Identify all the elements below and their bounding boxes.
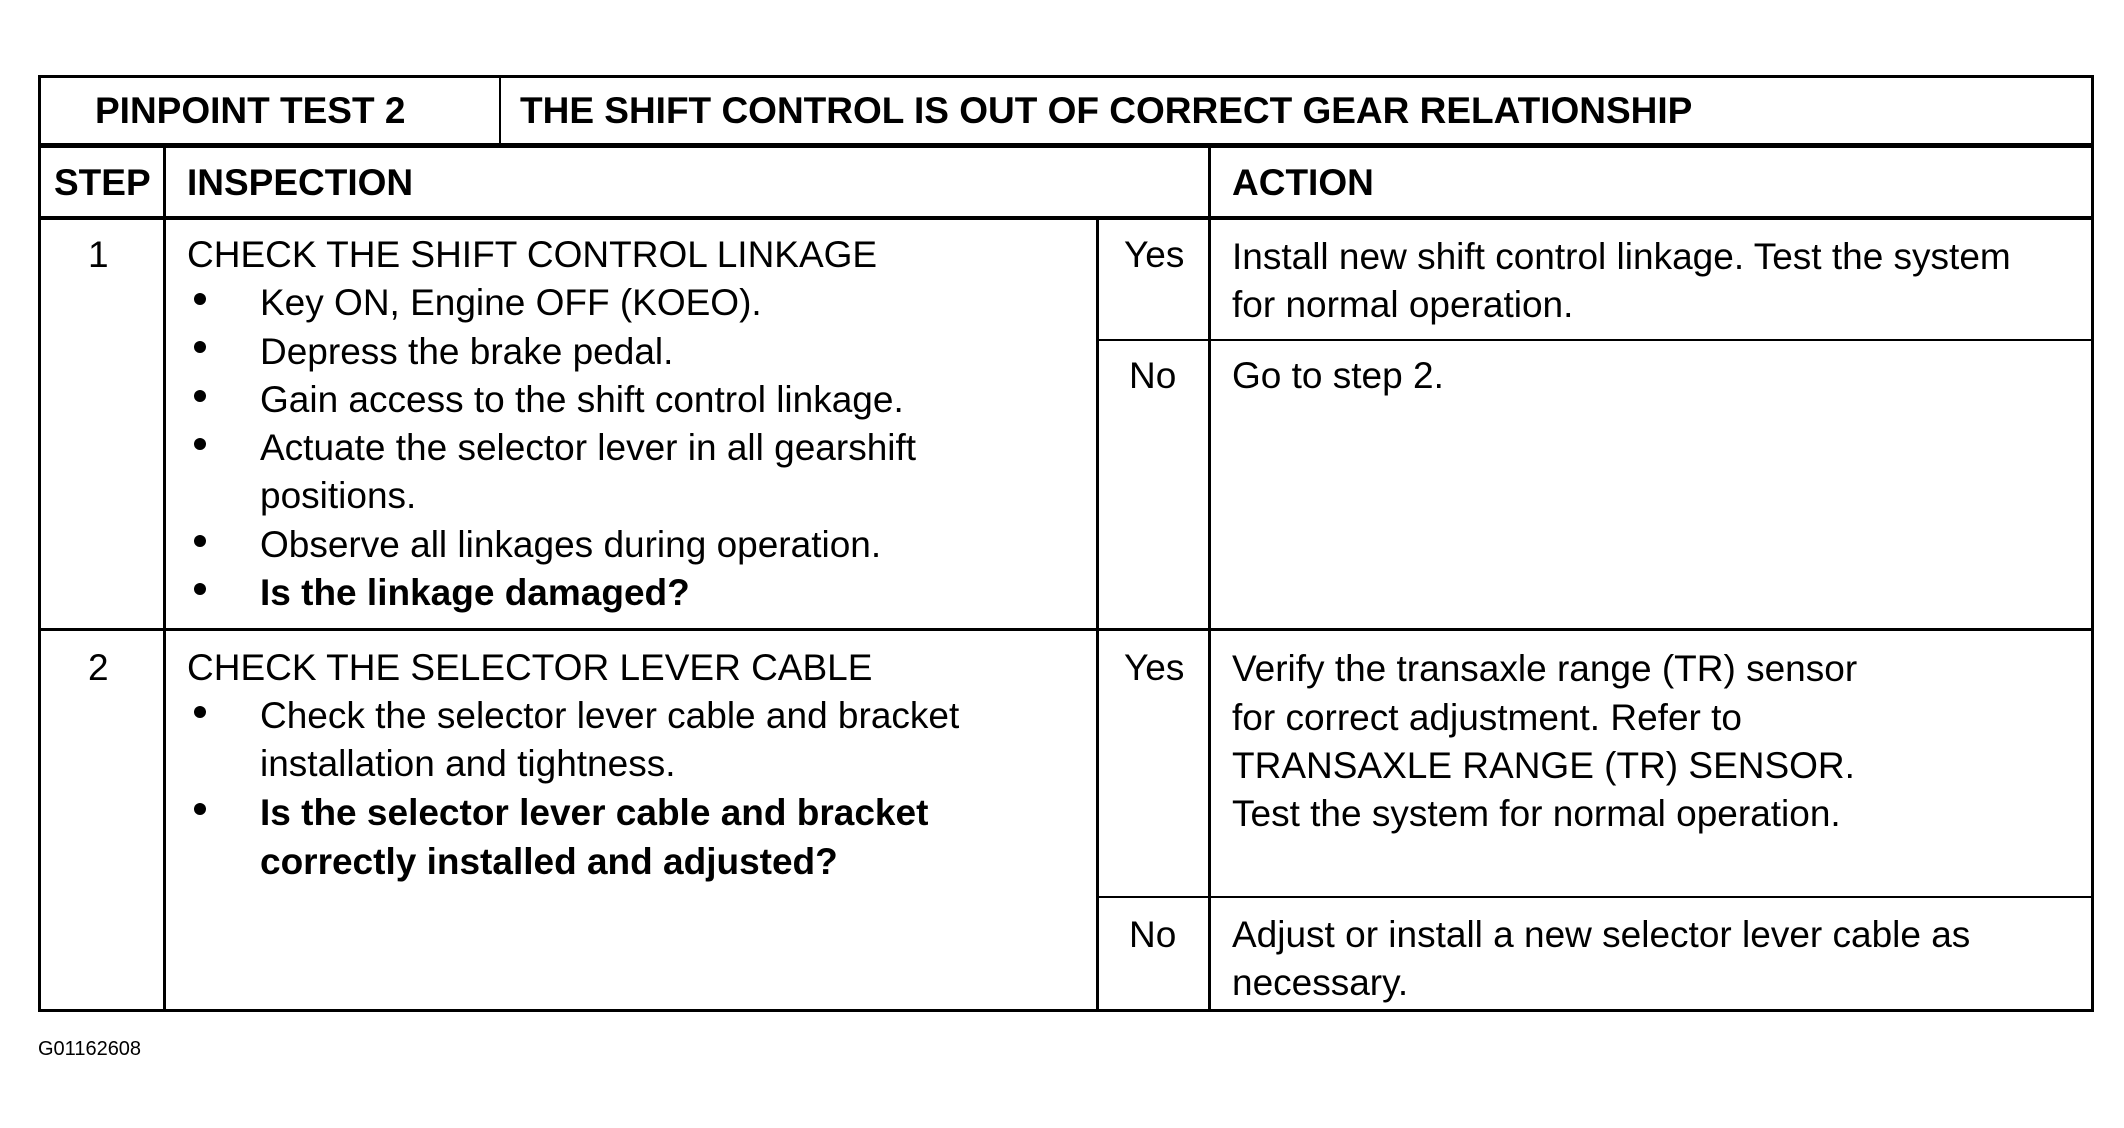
step-heading: CHECK THE SHIFT CONTROL LINKAGE [187, 234, 878, 275]
step-heading: CHECK THE SELECTOR LEVER CABLE [187, 647, 873, 688]
title-divider [499, 75, 501, 145]
header-row-rule [38, 216, 2094, 220]
bullet-text: Actuate the selector lever in all gearshift [260, 427, 917, 468]
bullet-text: Key ON, Engine OFF (KOEO). [260, 282, 762, 323]
border-bottom [38, 1009, 2094, 1012]
step-separator-rule [38, 628, 2094, 631]
column-header-step: STEP [54, 162, 151, 203]
yes-action-line: Install new shift control linkage. Test the system [1232, 236, 2011, 277]
bullet-dot [194, 438, 206, 450]
yes-action-line: Test the system for normal operation. [1232, 793, 1841, 834]
yesno-column-rule [1096, 216, 1099, 1012]
pinpoint-test-label: PINPOINT TEST 2 [95, 90, 406, 131]
step-column-rule [163, 143, 166, 1012]
step2-yes-no-rule [1096, 896, 2094, 898]
bullet-dot [194, 341, 206, 353]
yes-label: Yes [1124, 234, 1185, 275]
bullet-dot [194, 390, 206, 402]
bullet-dot [194, 535, 206, 547]
title-row-rule [38, 143, 2094, 148]
no-label: No [1129, 914, 1177, 955]
figure-id: G01162608 [38, 1038, 142, 1060]
no-action-line: Go to step 2. [1232, 355, 1444, 396]
no-action-line: necessary. [1232, 962, 1409, 1003]
bullet-text: Depress the brake pedal. [260, 331, 674, 372]
bullet-dot [194, 583, 206, 595]
bullet-dot [194, 293, 206, 305]
bullet-text: Gain access to the shift control linkage. [260, 379, 904, 420]
yes-action-line: Verify the transaxle range (TR) sensor [1232, 648, 1858, 689]
yes-label: Yes [1124, 647, 1185, 688]
no-action-line: Adjust or install a new selector lever cable as [1232, 914, 1971, 955]
column-header-inspection: INSPECTION [187, 162, 414, 203]
step1-yes-no-rule [1096, 339, 2094, 341]
border-top [38, 75, 2094, 78]
bullet-dot [194, 706, 206, 718]
column-header-action: ACTION [1232, 162, 1374, 203]
bullet-dot [194, 803, 206, 815]
pinpoint-test-title: THE SHIFT CONTROL IS OUT OF CORRECT GEAR RELATIONSHIP [520, 90, 1693, 131]
yes-action-line: for correct adjustment. Refer to [1232, 697, 1742, 738]
bullet-question-continuation: correctly installed and adjusted? [260, 841, 838, 882]
bullet-question: Is the selector lever cable and bracket [260, 792, 929, 833]
no-label: No [1129, 355, 1177, 396]
action-column-rule [1208, 143, 1211, 1012]
bullet-text-continuation: installation and tightness. [260, 743, 676, 784]
step-number: 1 [88, 234, 109, 275]
bullet-question: Is the linkage damaged? [260, 572, 690, 613]
yes-action-line: TRANSAXLE RANGE (TR) SENSOR. [1232, 745, 1855, 786]
yes-action-line: for normal operation. [1232, 284, 1574, 325]
bullet-text: Observe all linkages during operation. [260, 524, 882, 565]
step-number: 2 [88, 647, 109, 688]
bullet-text: Check the selector lever cable and bracket [260, 695, 960, 736]
bullet-text-continuation: positions. [260, 475, 417, 516]
